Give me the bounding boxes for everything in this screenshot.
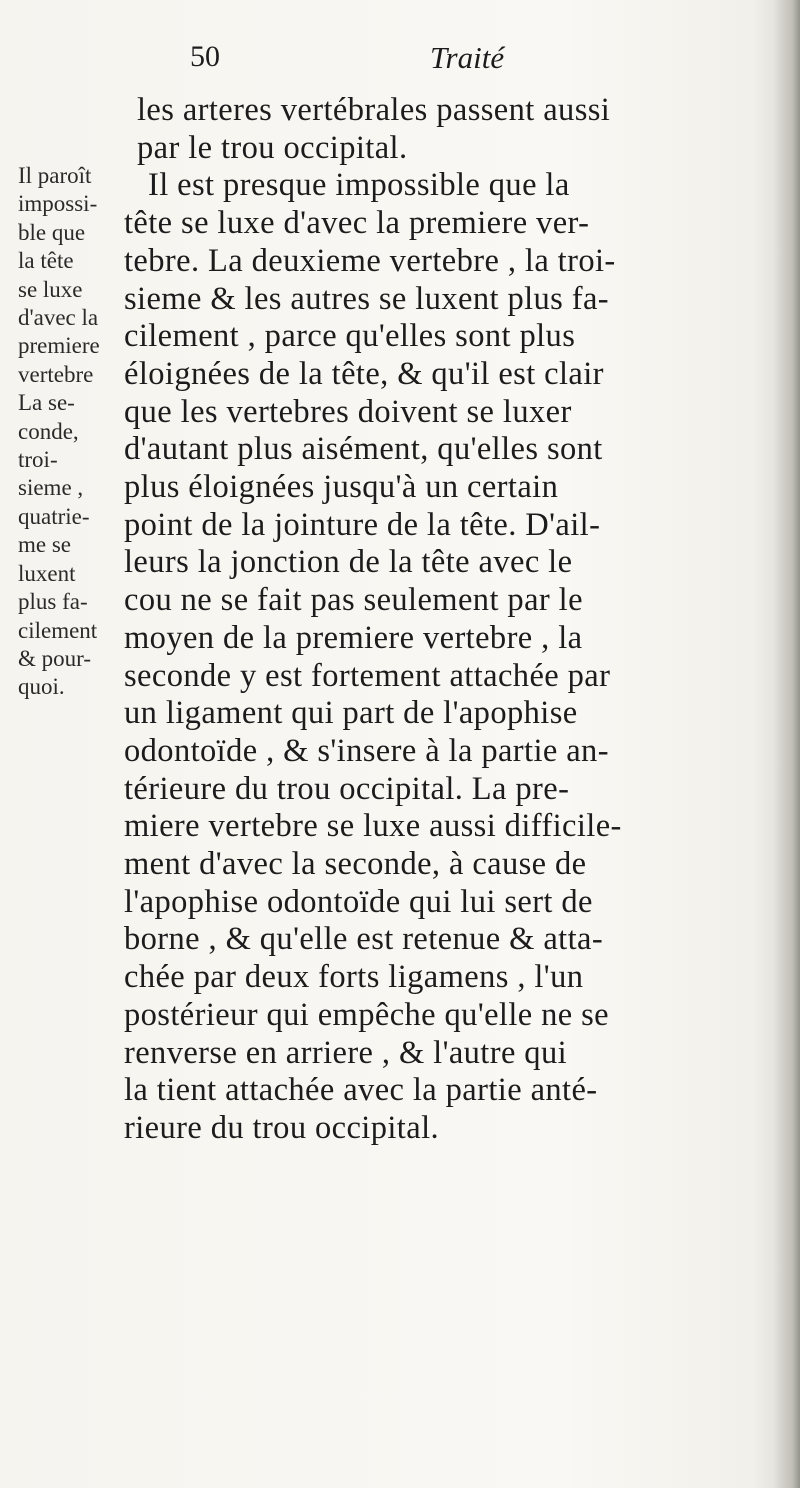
margin-note-line: impossi- <box>18 191 98 217</box>
margin-note-line: se luxe <box>18 276 83 302</box>
margin-note-line: ble que <box>18 219 86 245</box>
margin-note <box>18 162 126 702</box>
margin-note-line: d'avec la <box>18 305 99 331</box>
page-header <box>190 40 690 84</box>
text-line: chée par deux forts ligamens , l'un <box>124 959 584 996</box>
text-line: éloignées de la tête, & qu'il est clair <box>124 355 604 392</box>
margin-note-line: plus fa- <box>18 589 88 615</box>
text-line: térieure du trou occipital. La pre- <box>124 770 570 807</box>
margin-note-line: cilement <box>18 617 98 643</box>
margin-note-line: luxent <box>18 560 76 586</box>
margin-note-line: me se <box>18 532 72 558</box>
text-line: ment d'avec la seconde, à cause de <box>124 846 587 883</box>
text-line: tebre. La deuxieme vertebre , la troi- <box>124 242 616 279</box>
text-line: cilement , parce qu'elles sont plus <box>124 318 576 355</box>
text-line: borne , & qu'elle est retenue & atta- <box>124 921 604 958</box>
page-number: 50 <box>190 40 220 73</box>
text-line: un ligament qui part de l'apophise <box>124 695 578 732</box>
margin-note-line: la tête <box>18 248 74 274</box>
margin-note-line: quoi. <box>18 674 65 700</box>
text-line: la tient attachée avec la partie anté- <box>124 1072 598 1109</box>
running-title: Traité <box>430 40 505 75</box>
body-text <box>124 92 784 1148</box>
text-line: tête se luxe d'avec la premiere ver- <box>124 205 590 242</box>
text-line: par le trou occipital. <box>137 129 408 166</box>
text-line: cou ne se fait pas seulement par le <box>124 582 583 619</box>
margin-note-line: quatrie- <box>18 503 90 529</box>
text-line: rieure du trou occipital. <box>124 1109 440 1146</box>
text-line: postérieur qui empêche qu'elle ne se <box>124 996 609 1033</box>
margin-note-line: conde, <box>18 418 79 444</box>
text-line: l'apophise odontoïde qui lui sert de <box>124 883 593 920</box>
text-line: moyen de la premiere vertebre , la <box>124 619 583 656</box>
text-line: que les vertebres doivent se luxer <box>124 393 572 430</box>
text-line: renverse en arriere , & l'autre qui <box>124 1034 568 1071</box>
margin-note-line: vertebre <box>18 361 94 387</box>
text-line: d'autant plus aisément, qu'elles sont <box>124 431 603 468</box>
text-line: odontoïde , & s'insere à la partie an- <box>124 732 609 769</box>
text-line: miere vertebre se luxe aussi difficile- <box>124 808 622 845</box>
margin-note-line: La se- <box>18 390 75 416</box>
margin-note-line: troi- <box>18 447 58 473</box>
text-line: point de la jointure de la tête. D'ail- <box>124 506 601 543</box>
text-line: leurs la jonction de la tête avec le <box>124 544 573 581</box>
text-line: sieme & les autres se luxent plus fa- <box>124 280 610 317</box>
margin-note-line: sieme , <box>18 475 84 501</box>
text-line: Il est presque impossible que la <box>148 167 570 204</box>
text-line: plus éloignées jusqu'à un certain <box>124 469 559 506</box>
text-line: les arteres vertébrales passent aussi <box>137 92 611 128</box>
margin-note-line: premiere <box>18 333 100 359</box>
text-line: seconde y est fortement attachée par <box>124 657 611 694</box>
margin-note-line: Il paroît <box>18 163 92 188</box>
margin-note-line: & pour- <box>18 645 91 671</box>
